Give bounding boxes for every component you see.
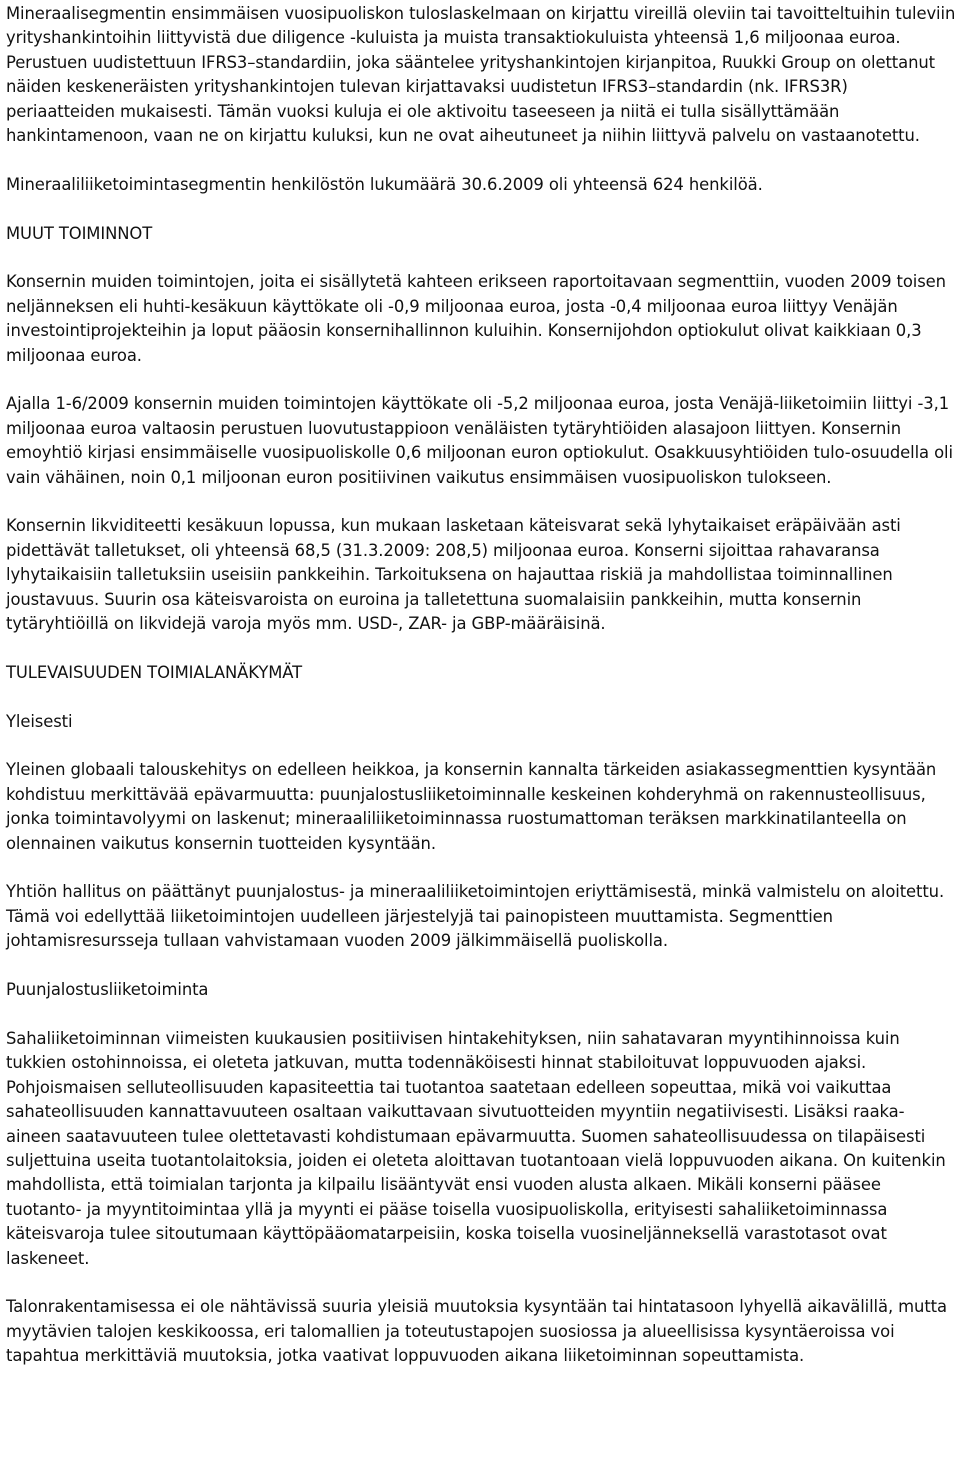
document-page (6, 2, 958, 1393)
paragraph-sawmill-outlook: Sahaliiketoiminnan viimeisten kuukausien positiivisen hintakehityksen, niin sahatavaran myyntihinnoissa kuin tukkien ostohinnoissa, ei oleteta jatkuvan, mutta todennäköisesti hinnat stabiloituvat loppuvuoden ajaksi. Pohjoismaisen selluteollisuuden kapasiteettia tai tuotantoa saatetaan edelleen sopeuttaa, mikä voi vaikuttaa sahateollisuuden kannattavuuteen osaltaan vaikuttavaan sivutuotteiden myyntiin negatiivisesti. Lisäksi raaka-aineen saatavuuteen tulee olettetavasti kohdistumaan epävarmuutta. Suomen sahateollisuudessa on tilapäisesti suljettuina useita tuotantolaitoksia, joiden ei oleteta aloittavan tuotantoaan vielä loppuvuoden aikana. On kuitenkin mahdollista, että toimialan tarjonta ja kilpailu lisääntyvät ensi vuoden alusta alkaen. Mikäli konserni pääsee tuotanto- ja myyntitoimintaa yllä ja myynti ei pääse toisella vuosipuoliskolla, erityisesti sahaliiketoiminnassa käteisvaroja tulee sitoutumaan käyttöpääomatarpeisiin, koska toisella vuosineljänneksellä varastotasot ovat laskeneet. (6, 1028, 946, 1268)
section-heading-outlook: TULEVAISUUDEN TOIMIALANÄKYMÄT (6, 662, 303, 682)
paragraph-liquidity: Konsernin likviditeetti kesäkuun lopussa, kun mukaan lasketaan käteisvarat sekä lyhytaikaiset eräpäivään asti pidettävät talletukset, oli yhteensä 68,5 (31.3.2009: 208,5) miljoonaa euroa. Konserni sijoittaa rahavaransa lyhytaikaisiin talletuksiin useisiin pankkeihin. Tarkoituksena on hajauttaa riskiä ja mahdollistaa toiminnallinen joustavuus. Suurin osa käteisvaroista on euroina ja talletettuna suomalaisiin pankkeihin, mutta konsernin tytäryhtiöillä on likvidejä varoja myös mm. USD-, ZAR- ja GBP-määräisinä. (6, 516, 901, 634)
section-heading-other-operations: MUUT TOIMINNOT (6, 223, 153, 243)
subheading-wood-processing: Puunjalostusliiketoiminta (6, 980, 209, 1000)
paragraph-house-building: Talonrakentamisessa ei ole nähtävissä suuria yleisiä muutoksia kysyntään tai hintatasoon lyhyellä aikavälillä, mutta myytävien talojen keskikoossa, eri talomallien ja toteutustapojen suosiossa ja alueellisissa kysyntäeroissa voi tapahtua merkittäviä muutoksia, jotka vaativat loppuvuoden aikana liiketoiminnan sopeuttamista. (6, 1297, 947, 1366)
paragraph-other-operations-h1: Ajalla 1-6/2009 konsernin muiden toimintojen käyttökate oli -5,2 miljoonaa euroa, josta Venäjä-liiketoimiin liittyi -3,1 miljoonaa euroa valtaosin perustuen luovutustappioon venäläisten tytäryhtiöiden alasajoon liittyen. Konsernin emoyhtiö kirjasi ensimmäiselle vuosipuoliskolle 0,6 miljoonan euron optiokulut. Osakkuusyhtiöiden tulo-osuudella oli vain vähäinen, noin 0,1 miljoonan euron positiivinen vaikutus ensimmäisen vuosipuoliskon tulokseen. (6, 394, 953, 487)
paragraph-board-decision: Yhtiön hallitus on päättänyt puunjalostus- ja mineraaliliiketoimintojen eriyttämisestä, minkä valmistelu on aloitettu. Tämä voi edellyttää liiketoimintojen uudelleen järjestelyjä tai painopisteen muuttamista. Segmenttien johtamisresursseja tullaan vahvistamaan vuoden 2009 jälkimmäisellä puoliskolla. (6, 882, 945, 951)
paragraph-mineral-transaction-costs: Mineraalisegmentin ensimmäisen vuosipuoliskon tuloslaskelmaan on kirjattu vireillä oleviin tai tavoitteltuihin tuleviin yrityshankintoihin liittyvistä due diligence -kuluista ja muista transaktiokuluista yhteensä 1,6 miljoonaa euroa. Perustuen uudistettuun IFRS3–standardiin, joka sääntelee yrityshankintojen kirjanpitoa, Ruukki Group on olettanut näiden keskeneräisten yrityshankintojen tulevan kirjattavaksi uudistetun IFRS3–standardin (nk. IFRS3R) periaatteiden mukaisesti. Tämän vuoksi kuluja ei ole aktivoitu taseeseen ja niitä ei tulla sisällyttämään hankintamenoon, vaan ne on kirjattu kuluksi, kun ne ovat aiheutuneet ja niihin liittyvä palvelu on vastaanotettu. (6, 4, 956, 146)
paragraph-mineral-headcount: Mineraaliliiketoimintasegmentin henkilöstön lukumäärä 30.6.2009 oli yhteensä 624 henkilöä. (6, 174, 763, 194)
paragraph-general-economy: Yleinen globaali talouskehitys on edelleen heikkoa, ja konsernin kannalta tärkeiden asiakassegmenttien kysyntään kohdistuu merkittävää epävarmuutta: puunjalostusliiketoiminnalle keskeinen kohderyhmä on rakennusteollisuus, jonka toimintavolyymi on laskenut; mineraaliliiketoiminnassa ruostumattoman teräksen markkinatilanteella on olennainen vaikutus konsernin tuotteiden kysyntään. (6, 760, 937, 853)
subheading-general: Yleisesti (6, 711, 73, 731)
paragraph-other-operations-q2: Konsernin muiden toimintojen, joita ei sisällytetä kahteen erikseen raportoitavaan segmenttiin, vuoden 2009 toisen neljänneksen eli huhti-kesäkuun käyttökate oli -0,9 miljoonaa euroa, josta -0,4 miljoonaa euroa liittyy Venäjän investointiprojekteihin ja loput pääosin konsernihallinnon kuluihin. Konsernijohdon optiokulut olivat kaikkiaan 0,3 miljoonaa euroa. (6, 272, 946, 365)
